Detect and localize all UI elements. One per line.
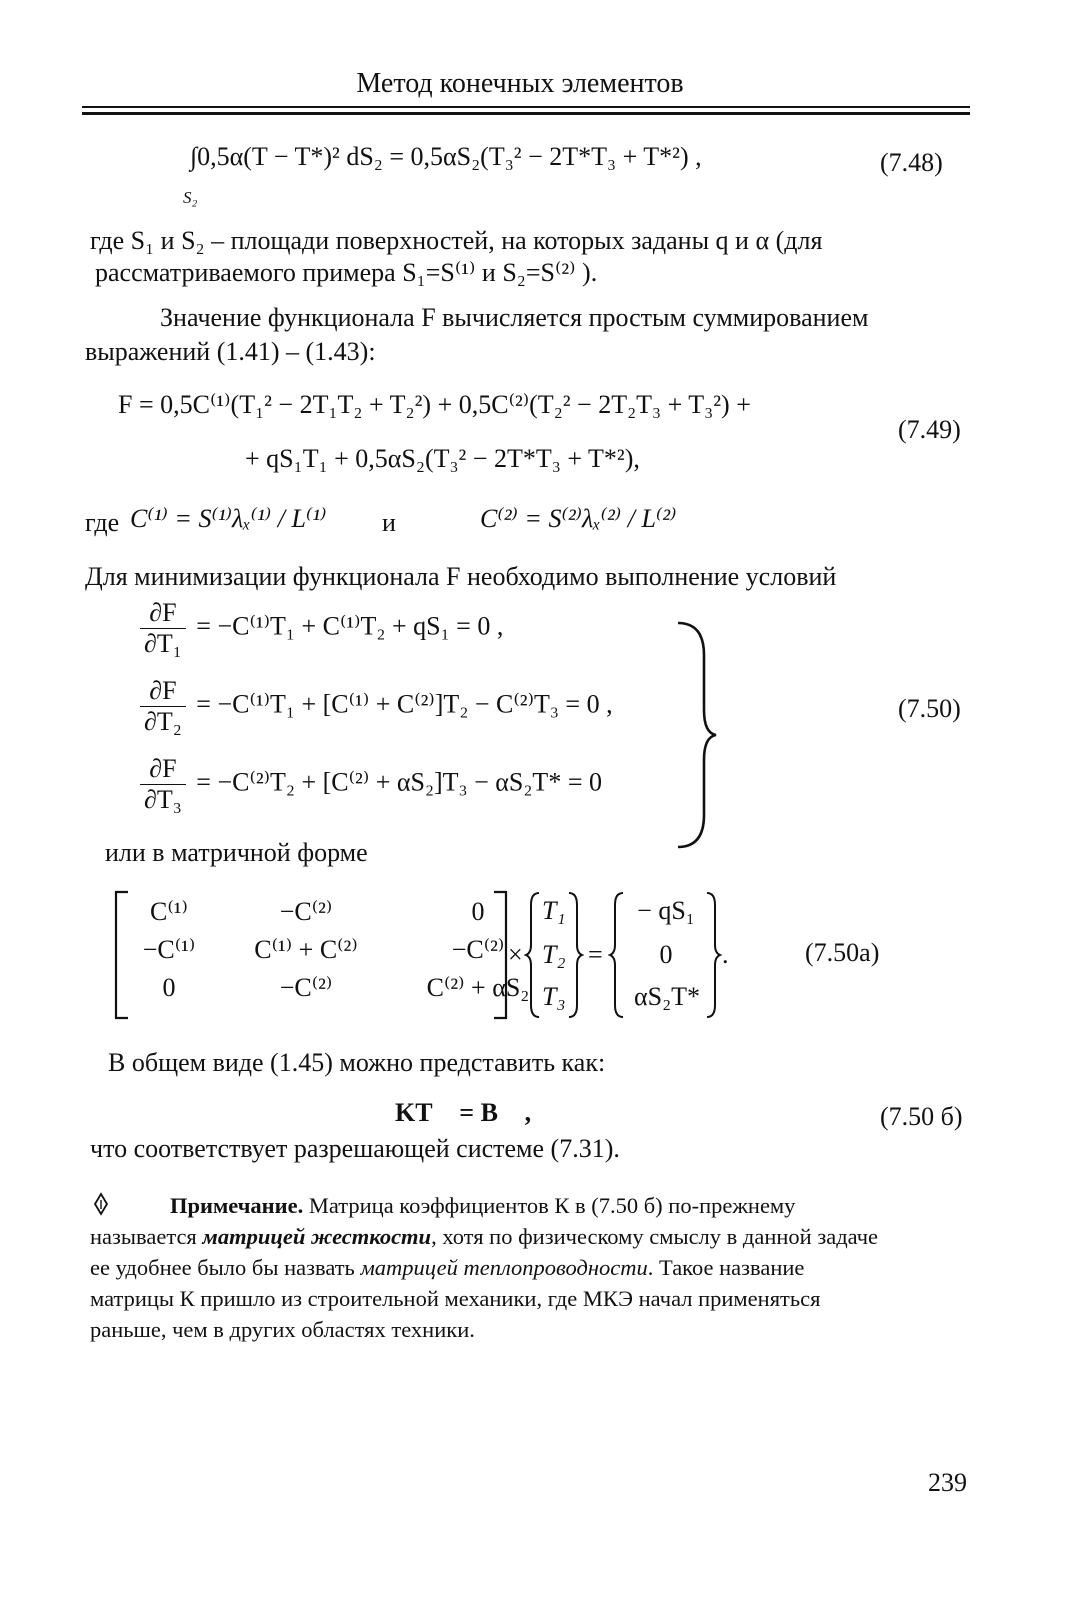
frac-num: ∂F (149, 598, 177, 627)
para5: В общем виде (1.45) можно представить как: (108, 1048, 606, 1077)
row2-rhs: = −C⁽¹⁾T₁ + [C⁽¹⁾ + C⁽²⁾]T₂ − C⁽²⁾T₃ = 0 , (196, 689, 613, 719)
frac-den: ∂T₁ (140, 628, 186, 659)
matrix-cell: C⁽¹⁾ + C⁽²⁾ (254, 935, 358, 964)
note-line5: раньше, чем в других областях техники. (90, 1317, 475, 1342)
equation-7-50-row2 (140, 676, 613, 737)
period: . (722, 940, 729, 969)
right-curly-brace-icon (566, 890, 584, 1020)
note-text: , хотя по физическому смыслу в данной задаче (431, 1224, 879, 1249)
derivative-dF-dT1 (140, 598, 186, 659)
equation-7-49-line1: F = 0,5C⁽¹⁾(T₁² − 2T₁T₂ + T₂²) + 0,5C⁽²⁾(T₂² − 2T₂T₃ + T₃²) + (118, 390, 751, 419)
vector-B-3: αS₂T* (633, 982, 701, 1011)
integral-subscript: S₂ (183, 188, 198, 207)
para1-line1: где S₁ и S₂ – площади поверхностей, на которых заданы q и α (для (90, 226, 823, 255)
para2-line1: Значение функционала F вычисляется простым суммированием (160, 303, 869, 332)
c2-definition: C⁽²⁾ = S⁽²⁾λₓ⁽²⁾ / L⁽²⁾ (480, 504, 677, 533)
equation-7-48 (190, 142, 702, 172)
frac-den: ∂T₂ (140, 706, 186, 737)
row3-rhs: = −C⁽²⁾T₂ + [C⁽²⁾ + αS₂]T₃ − αS₂T* = 0 (196, 767, 602, 797)
right-curly-brace-icon (704, 890, 722, 1020)
note-line4: матрицы К пришло из строительной механики, где МКЭ начал применяться (90, 1286, 821, 1311)
frac-num: ∂F (149, 676, 177, 705)
term-stiffness-matrix: матрицей жесткости (202, 1224, 432, 1249)
header-rule-thin (82, 106, 970, 108)
equation-number-7-48: (7.48) (880, 148, 943, 177)
left-curly-brace-icon (524, 890, 542, 1020)
vector-B-2: 0 (659, 940, 673, 969)
vector-T-1: T₁ (542, 896, 566, 925)
frac-den: ∂T₃ (140, 784, 186, 815)
times-sign: × (508, 940, 523, 969)
para4: или в матричной форме (105, 838, 368, 867)
note-line2 (90, 1221, 878, 1252)
note-text: ее удобнее было бы назвать (90, 1255, 361, 1280)
equation-7-49-line2: + qS₁T₁ + 0,5αS₂(T₃² − 2T*T₃ + T*²), (245, 444, 640, 473)
and-word: и (382, 508, 396, 537)
vector-T-3: T₃ (542, 982, 566, 1011)
term-conductivity-matrix: матрицей теплопроводности (360, 1255, 648, 1280)
matrix-cell: 0 (162, 973, 176, 1002)
matrix-cell: C⁽¹⁾ (150, 897, 188, 926)
derivative-dF-dT2 (140, 676, 186, 737)
para6: что соответствует разрешающей системе (7.31). (90, 1134, 620, 1163)
equation-number-7-50: (7.50) (898, 694, 961, 723)
matrix-cell: 0 (471, 897, 485, 926)
equals-sign: = (588, 940, 603, 969)
equation-number-7-49: (7.49) (898, 415, 961, 444)
row1-rhs: = −C⁽¹⁾T₁ + C⁽¹⁾T₂ + qS₁ = 0 , (196, 611, 504, 641)
note-text: называется (90, 1224, 203, 1249)
para2-line2: выражений (1.41) – (1.43): (85, 337, 376, 366)
matrix-cell: −C⁽²⁾ (279, 897, 333, 926)
note-line3 (90, 1252, 804, 1283)
matrix-cell: C⁽²⁾ + αS₂ (426, 973, 530, 1002)
note-line1 (170, 1190, 795, 1221)
derivative-dF-dT3 (140, 754, 186, 815)
where-word: где (85, 508, 120, 537)
matrix-cell: −C⁽²⁾ (279, 973, 333, 1002)
para1-line2: рассматриваемого примера S₁=S⁽¹⁾ и S₂=S⁽²⁾ ). (95, 258, 598, 287)
matrix-cell: −C⁽¹⁾ (142, 935, 196, 964)
page-number: 239 (928, 1468, 967, 1497)
running-header: Метод конечных элементов (356, 68, 684, 99)
header-rule-thick (82, 112, 970, 115)
equation-7-48-body: ∫0,5α(T − T*)² dS₂ = 0,5αS₂(T₃² − 2T*T₃ + T*²) , (190, 142, 702, 171)
note-label: Примечание. (170, 1193, 304, 1218)
equation-7-50b: KT⃗ = B⃗ , (395, 1098, 532, 1127)
para3: Для минимизации функционала F необходимо выполнение условий (85, 562, 837, 591)
right-bracket-icon (490, 890, 510, 1020)
vector-T-2: T₂ (542, 940, 566, 969)
pen-nib-icon (92, 1192, 110, 1216)
equation-number-7-50b: (7.50 б) (880, 1102, 963, 1131)
right-brace-icon (670, 615, 720, 855)
note-text: . Такое название (647, 1255, 805, 1280)
equation-7-50-row1 (140, 598, 503, 659)
matrix-cell: −C⁽²⁾ (451, 935, 505, 964)
vector-B-1: − qS₁ (637, 896, 695, 925)
equation-7-50-row3 (140, 754, 602, 815)
c1-definition: C⁽¹⁾ = S⁽¹⁾λₓ⁽¹⁾ / L⁽¹⁾ (130, 504, 327, 533)
equation-number-7-50a: (7.50a) (805, 938, 880, 967)
note-line1-text: Матрица коэффициентов К в (7.50 б) по-прежнему (308, 1193, 796, 1218)
frac-num: ∂F (149, 754, 177, 783)
